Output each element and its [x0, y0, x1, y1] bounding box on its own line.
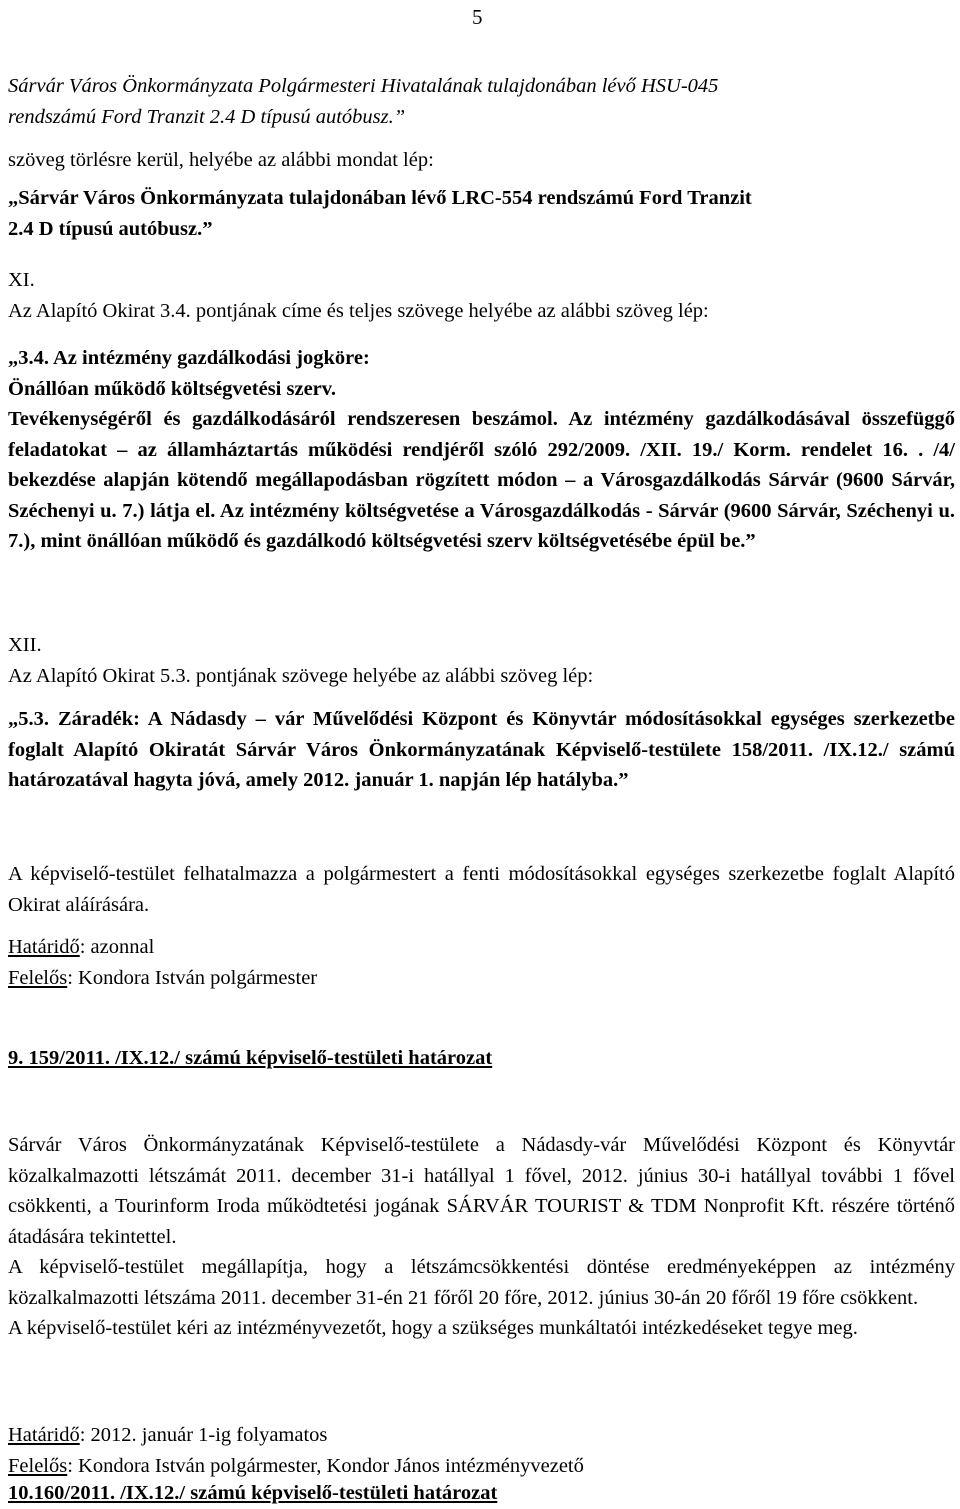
deadline-responsible-1 — [8, 932, 955, 993]
instruction-text: szöveg törlésre kerül, helyébe az alábbi mondat lép: — [8, 149, 434, 171]
quote-line: Önállóan működő költségvetési szerv. — [8, 377, 337, 400]
deadline-value: : 2012. január 1-ig folyamatos — [79, 1424, 328, 1446]
responsible-value: : Kondora István polgármester — [67, 966, 318, 989]
quote-line: Sárvár Város Önkormányzata Polgármesteri Hivatalának tulajdonában lévő HSU-045 — [8, 75, 719, 97]
responsible-line — [8, 1451, 955, 1482]
quote-paragraph: Tevékenységéről és gazdálkodásáról rendszeresen beszámol. Az intézmény gazdálkodásával összefüggő feladatokat – az államháztartás működési rendjéről szóló 292/2009. /XII. 19./ Korm. rendelet 16. . /4/ bekezdése alapján kötendő megállapodásban rögzített módon – a Városgazdálkodás Sárvár (9600 Sárvár, Széchenyi u. 7.) látja el. Az intézmény költségvetése a Városgazdálkodás - Sárvár (9600 Sárvár, Széchenyi u. 7.), mint önállóan működő és gazdálkodó költségvetési szerv költségvetésébe épül be.” — [8, 408, 955, 552]
section-heading: XI. — [8, 269, 35, 291]
deadline-value: : azonnal — [79, 936, 155, 958]
responsible-label: Felelős — [8, 966, 68, 989]
deadline-label: Határidő — [8, 936, 80, 958]
resolution-title: 10.160/2011. /IX.12./ számú képviselő-testületi határozat — [8, 1482, 498, 1504]
quote-line: rendszámú Ford Tranzit 2.4 D típusú autóbusz.” — [8, 105, 406, 128]
section-xii-quote — [8, 704, 955, 796]
resolution-9-title — [8, 1043, 955, 1074]
deadline-label: Határidő — [8, 1424, 80, 1446]
resolution-9-body — [8, 1130, 955, 1344]
resolution-title: 9. 159/2011. /IX.12./ számú képviselő-testületi határozat — [8, 1047, 493, 1069]
new-text-line: 2.4 D típusú autóbusz.” — [8, 217, 213, 240]
page-number: 5 — [472, 5, 483, 29]
section-x-new-text — [8, 183, 955, 244]
deadline-responsible-2 — [8, 1420, 955, 1481]
responsible-line — [8, 963, 955, 994]
paragraph-text: A képviselő-testület kéri az intézményvezetőt, hogy a szükséges munkáltatói intézkedéseket tegye meg. — [8, 1317, 858, 1339]
quote-title: „3.4. Az intézmény gazdálkodási jogköre: — [8, 347, 370, 369]
paragraph-text: A képviselő-testület megállapítja, hogy a létszámcsökkentési döntése eredményeképpen az intézmény közalkalmazotti létszáma 2011. december 31-én 21 főről 20 főre, 2012. június 30-án 20 főről 19 főre csökkent. — [8, 1256, 955, 1309]
authorization-paragraph — [8, 859, 955, 920]
responsible-value: : Kondora István polgármester, Kondor János intézményvezető — [67, 1454, 584, 1477]
instruction-text: Az Alapító Okirat 3.4. pontjának címe és teljes szövege helyébe az alábbi szöveg lép: — [8, 299, 709, 322]
paragraph-text: Sárvár Város Önkormányzatának Képviselő-testülete a Nádasdy-vár Művelődési Központ és Könyvtár közalkalmazotti létszámát 2011. december 31-i hatállyal 1 fővel, 2012. június 30-i hatállyal további 1 fővel csökkenti, a Tourinform Iroda működtetési jogának SÁRVÁR TOURIST & TDM Nonprofit Kft. részére történő átadására tekintettel. — [8, 1134, 955, 1248]
section-xi-quote — [8, 343, 955, 557]
section-heading: XII. — [8, 634, 42, 656]
responsible-label: Felelős — [8, 1454, 68, 1477]
resolution-10-title — [8, 1478, 955, 1509]
section-xi — [8, 265, 955, 326]
section-x-quote — [8, 71, 955, 132]
new-text-line: „Sárvár Város Önkormányzata tulajdonában lévő LRC-554 rendszámú Ford Tranzit — [8, 187, 752, 209]
deadline-line — [8, 932, 955, 963]
paragraph-text: A képviselő-testület felhatalmazza a polgármestert a fenti módosításokkal egységes szerkezetbe foglalt Alapító Okirat aláírására. — [8, 863, 955, 916]
quote-paragraph: „5.3. Záradék: A Nádasdy – vár Művelődési Központ és Könyvtár módosításokkal egységes szerkezetbe foglalt Alapító Okiratát Sárvár Város Önkormányzatának Képviselő-testülete 158/2011. /IX.12./ számú határozatával hagyta jóvá, amely 2012. január 1. napján lép hatályba.” — [8, 708, 955, 791]
instruction-text: Az Alapító Okirat 5.3. pontjának szövege helyébe az alábbi szöveg lép: — [8, 664, 594, 687]
section-x-instruction — [8, 145, 955, 176]
deadline-line — [8, 1420, 955, 1451]
section-xii — [8, 630, 955, 691]
